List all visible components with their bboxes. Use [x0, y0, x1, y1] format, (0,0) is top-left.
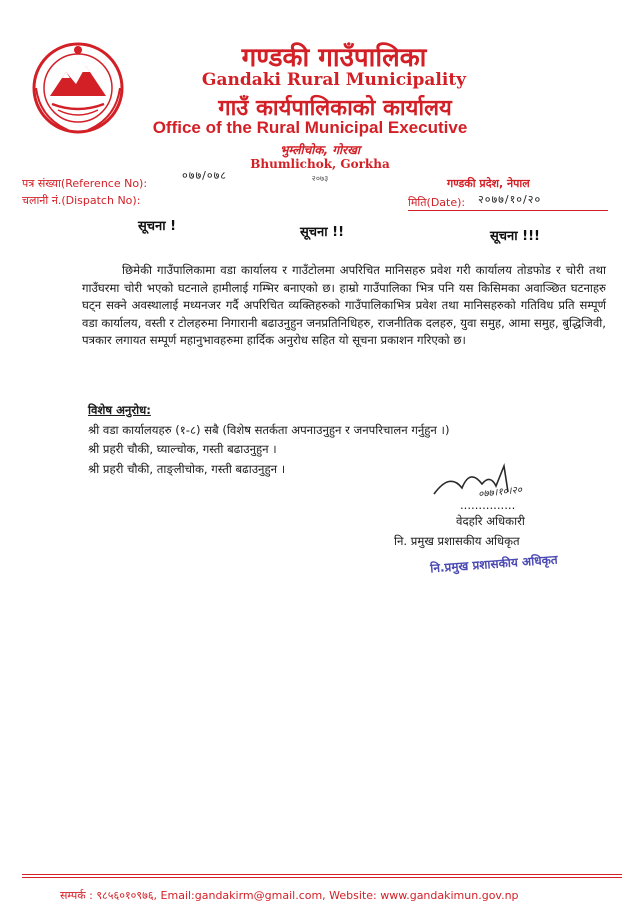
date-value: २०७७/१०/२० — [478, 193, 542, 206]
request-item: श्री वडा कार्यालयहरु (१-८) सबै (विशेष सतर्कता अपनाउनुहुन र जनपरिचालन गर्नुहुन ।) — [88, 423, 450, 437]
request-item: श्री प्रहरी चौकी, घ्याल्चोक, गस्ती बढाउनुहुन । — [88, 442, 277, 456]
signatory-title: नि. प्रमुख प्रशासकीय अधिकृत — [394, 534, 520, 548]
municipality-emblem — [28, 38, 128, 138]
office-name-english: Office of the Rural Municipal Executive — [152, 118, 468, 137]
signatory-name: वेदहरि अधिकारी — [456, 514, 525, 528]
notice-body-paragraph: छिमेकी गाउँपालिकामा वडा कार्यालय र गाउँटोलमा अपरिचित मानिसहरु प्रवेश गरी कार्यालय तोडफोड र चोरी तथा गाउँघरमा चोरी भएको घटनाले हामीलाई गम्भिर बनाएको छ। हाम्रो गाउँपालिका भित्र पनि यस किसिमका अवाञ्छित घटनाहरु घट्न सक्ने अवस्थालाई मध्यनजर गर्दै अपरिचित व्यक्तिहरुको गाउँपालिकाभित्र प्रवेश तथा मानिसहरुको गतिविध प्रति सम्पूर्ण वडा कार्यालय, वस्ती र टोलहरुमा निगारानी बढाउनुहुन जनप्रतिनिधिहरु, राजनीतिक दलहरु, युवा समुह, आमा समुह, बुद्धिजिवी, पत्रकार लगायत सम्पूर्ण महानुभावहरुमा हार्दिक अनुरोध सहित यो सूचना प्रकाशन गरिएको छ। — [82, 263, 606, 348]
footer-divider-bottom — [22, 877, 622, 878]
established-year: २०७३ — [311, 174, 329, 183]
reference-label: पत्र संख्या(Reference No): — [22, 177, 148, 190]
special-request-heading: विशेष अनुरोध: — [88, 403, 151, 417]
province-name: गण्डकी प्रदेश, नेपाल — [447, 177, 530, 190]
location-english: Bhumlichok, Gorkha — [250, 157, 390, 171]
official-stamp: नि.प्रमुख प्रशासकीय अधिकृत — [429, 552, 559, 576]
signature-dots: ............... — [460, 498, 516, 512]
notice-heading-3: सूचना !!! — [490, 229, 540, 244]
notice-heading-2: सूचना !! — [300, 225, 345, 240]
office-name-nepali: गाउँ कार्यपालिकाको कार्यालय — [218, 96, 452, 121]
dispatch-label: चलानी नं.(Dispatch No): — [22, 194, 141, 207]
request-item: श्री प्रहरी चौकी, ताङ्लीचोक, गस्ती बढाउनुहुन । — [88, 462, 286, 476]
signature-date: ०७७।१०।२० — [477, 484, 523, 501]
date-underline — [408, 210, 608, 211]
municipality-name-nepali: गण्डकी गाउँपालिका — [241, 43, 427, 73]
date-label: मिति(Date): — [408, 196, 466, 209]
location-nepali: भुम्लीचोक, गोरखा — [279, 143, 361, 157]
footer-divider-top — [22, 874, 622, 875]
municipality-name-english: Gandaki Rural Municipality — [201, 70, 467, 90]
notice-heading-1: सूचना ! — [138, 219, 177, 234]
footer-contact: सम्पर्क : ९८५६०१०९७६, Email:gandakirm@gmail.com, Website: www.gandakimun.gov.np — [60, 889, 519, 902]
reference-value: ०७७/०७८ — [182, 169, 228, 182]
